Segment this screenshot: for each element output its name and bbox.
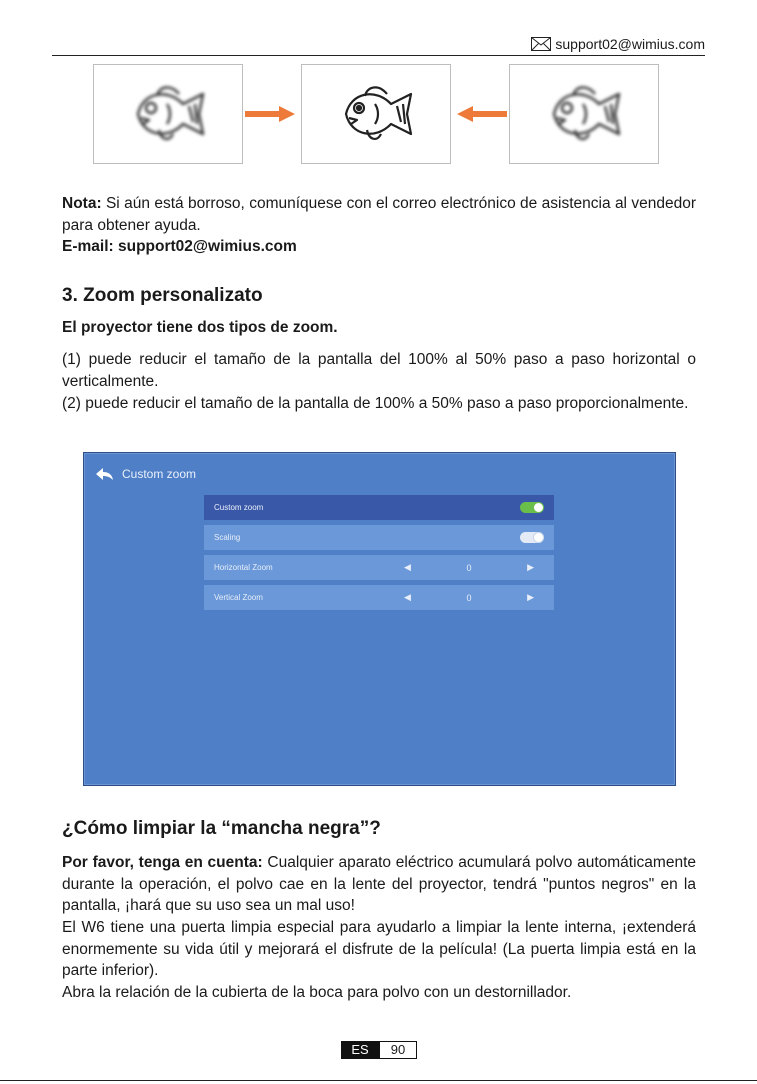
cleaning-paragraph-2: El W6 tiene una puerta limpia especial para ayudarlo a limpiar la lente interna, ¡extenderá enormemente su vida útil y mejorará el disfrute de la película! (La puerta limpia está en la parte inferior).	[62, 919, 696, 979]
zoom-menu	[204, 495, 554, 615]
arrow-left-icon	[457, 106, 507, 122]
envelope-icon	[531, 37, 551, 51]
menu-row-label: Vertical Zoom	[214, 593, 263, 602]
blurry-fish-panel-left	[93, 64, 243, 164]
page-number: 90	[379, 1041, 417, 1059]
note-email-line: E-mail: support02@wimius.com	[62, 238, 297, 255]
blurry-fish-panel-right	[509, 64, 659, 164]
screen-title: Custom zoom	[122, 467, 197, 481]
chevron-right-icon[interactable]: ▶	[527, 592, 534, 602]
focus-illustration	[93, 64, 659, 164]
fish-sharp-icon	[331, 74, 421, 154]
back-arrow-icon[interactable]	[96, 468, 114, 480]
chevron-left-icon[interactable]: ◀	[404, 592, 411, 602]
section-3-paragraph-1: (1) puede reducir el tamaño de la pantalla del 100% al 50% paso a paso horizontal o verticalmente.	[62, 351, 696, 390]
header-email-text: support02@wimius.com	[555, 36, 705, 52]
arrow-right-icon	[245, 106, 295, 122]
menu-row-label: Custom zoom	[214, 503, 264, 512]
cleaning-lead-text: Cualquier aparato eléctrico acumulará polvo automáticamente durante la operación, el polvo cae en la lente del proyector, tendrá "puntos negros" en la pantalla, ¡hará que su uso sea un mal uso!	[62, 854, 697, 914]
scaling-toggle[interactable]	[520, 532, 544, 543]
horizontal-zoom-value: 0	[466, 562, 472, 573]
menu-row-horizontal-zoom[interactable]	[204, 555, 554, 580]
vertical-zoom-value: 0	[466, 592, 472, 603]
horizontal-zoom-stepper[interactable]	[404, 562, 534, 573]
section-3-subtitle: El proyector tiene dos tipos de zoom.	[62, 319, 338, 336]
cleaning-lead-label: Por favor, tenga en cuenta:	[62, 854, 263, 871]
vertical-zoom-stepper[interactable]	[404, 592, 534, 603]
fish-blurry-right-icon	[539, 74, 629, 154]
menu-row-vertical-zoom[interactable]	[204, 585, 554, 610]
header-divider	[52, 55, 705, 56]
page-badge	[341, 1041, 417, 1059]
cleaning-paragraph-1	[62, 852, 696, 917]
fish-blurry-left-icon	[123, 74, 213, 154]
sharp-fish-panel	[301, 64, 451, 164]
chevron-right-icon[interactable]: ▶	[527, 562, 534, 572]
note-paragraph	[62, 193, 696, 236]
menu-row-custom-zoom[interactable]	[204, 495, 554, 520]
custom-zoom-screenshot	[83, 452, 676, 786]
screen-header	[96, 467, 196, 481]
chevron-left-icon[interactable]: ◀	[404, 562, 411, 572]
note-label: Nota:	[62, 195, 102, 212]
cleaning-title: ¿Cómo limpiar la “mancha negra”?	[62, 818, 381, 839]
header-email	[531, 36, 705, 52]
footer-divider	[0, 1080, 757, 1081]
menu-row-scaling[interactable]	[204, 525, 554, 550]
section-3-title: 3. Zoom personalizato	[62, 285, 263, 306]
cleaning-paragraph-3: Abra la relación de la cubierta de la boca para polvo con un destornillador.	[62, 984, 572, 1001]
menu-row-label: Horizontal Zoom	[214, 563, 273, 572]
menu-row-label: Scaling	[214, 533, 241, 542]
language-code: ES	[341, 1041, 379, 1059]
section-3-paragraph-2: (2) puede reducir el tamaño de la pantalla de 100% a 50% paso a paso proporcionalmente.	[62, 395, 689, 412]
note-text: Si aún está borroso, comuníquese con el correo electrónico de asistencia al vendedor para obtener ayuda.	[62, 195, 696, 234]
custom-zoom-toggle[interactable]	[520, 502, 544, 513]
